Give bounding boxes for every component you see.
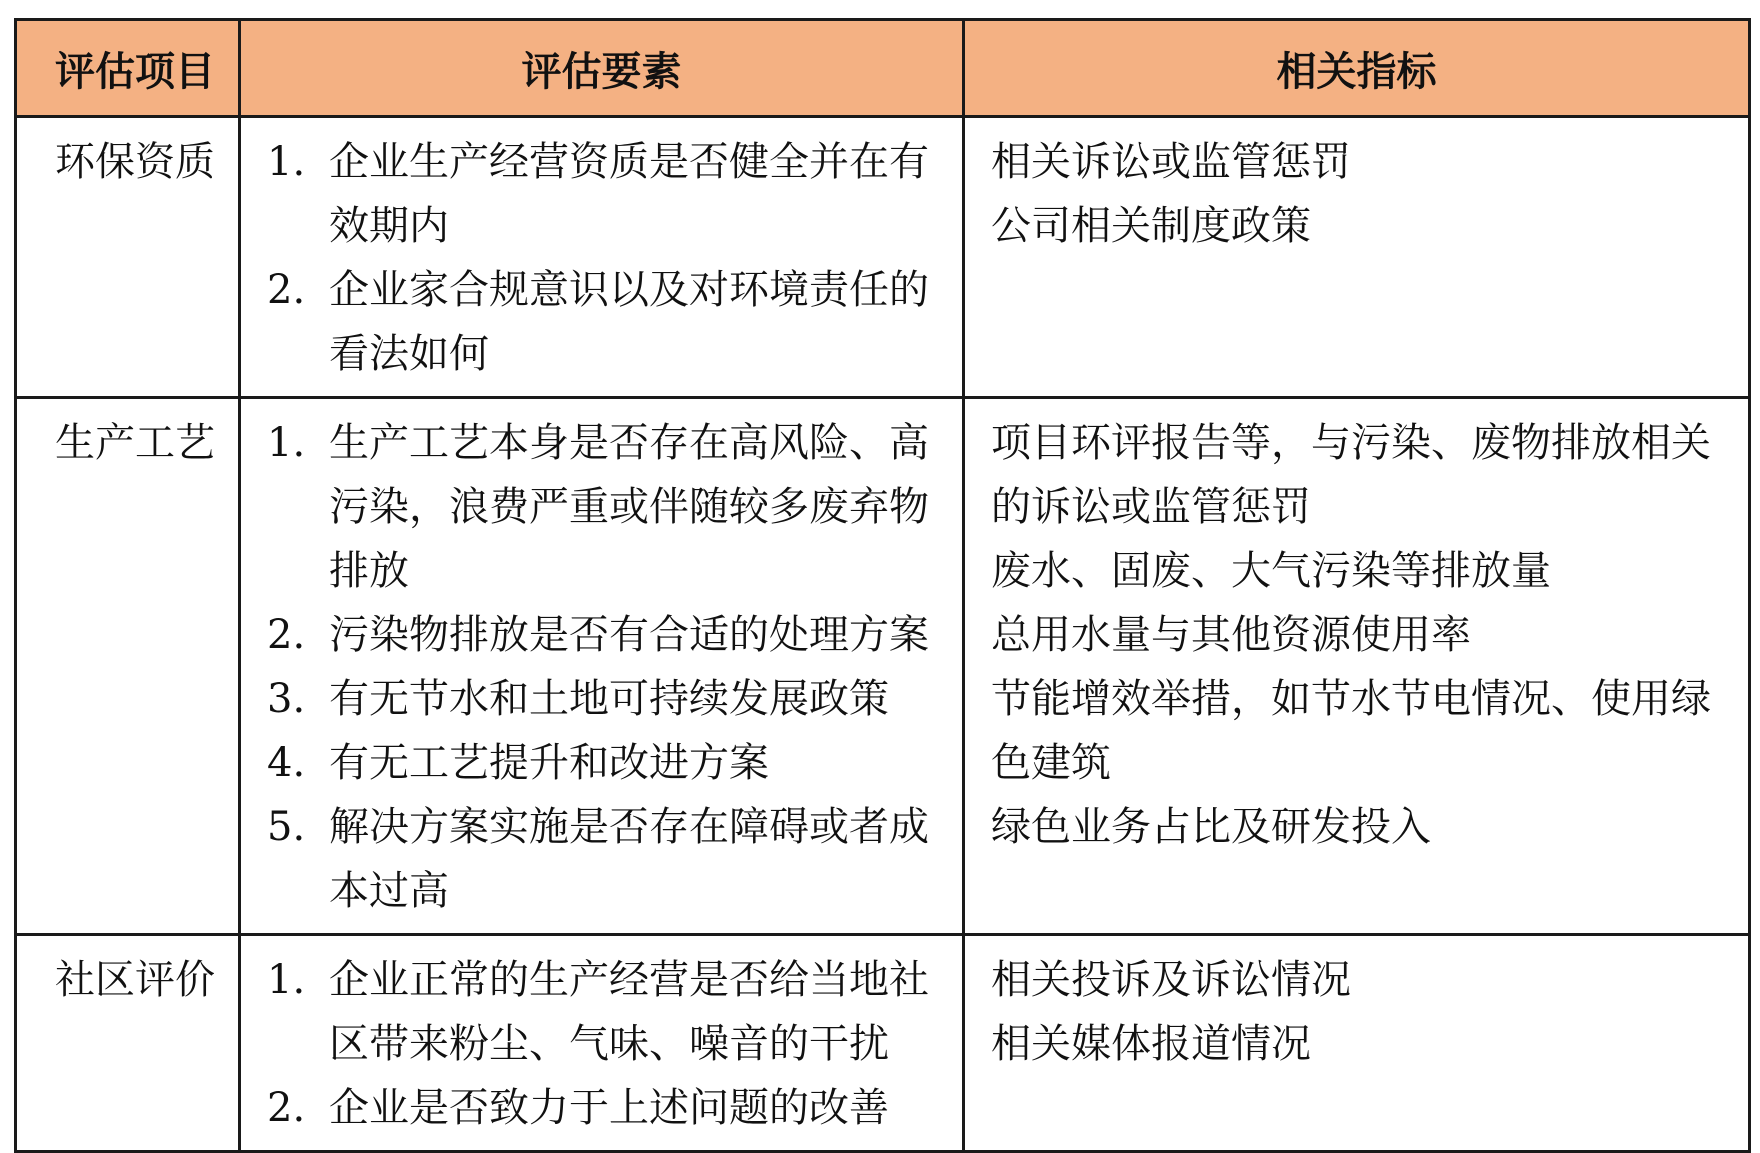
header-related-indicators: 相关指标 <box>964 20 1750 117</box>
header-assessment-item: 评估项目 <box>16 20 240 117</box>
element-line: 4. 有无工艺提升和改进方案 <box>267 740 769 786</box>
indicator-line: 相关诉讼或监管惩罚 <box>991 139 1351 185</box>
related-indicators-cell <box>964 935 1750 1152</box>
header-row <box>16 20 1750 117</box>
element-line: 3. 有无节水和土地可持续发展政策 <box>267 676 889 722</box>
related-indicators-cell <box>964 117 1750 398</box>
element-line: 1. 企业生产经营资质是否健全并在有效期内 <box>267 139 929 249</box>
table-row <box>16 398 1750 935</box>
indicator-line: 绿色业务占比及研发投入 <box>991 804 1431 850</box>
indicator-line: 相关投诉及诉讼情况 <box>991 957 1351 1003</box>
assessment-elements-cell <box>240 935 964 1152</box>
assessment-elements-cell <box>240 117 964 398</box>
indicator-line: 废水、固废、大气污染等排放量 <box>991 548 1551 594</box>
element-line: 2. 污染物排放是否有合适的处理方案 <box>267 612 929 658</box>
table-row <box>16 117 1750 398</box>
element-line: 2. 企业是否致力于上述问题的改善 <box>267 1085 889 1131</box>
element-line: 1. 生产工艺本身是否存在高风险、高污染，浪费严重或伴随较多废弃物排放 <box>267 420 929 594</box>
assessment-item-cell: 社区评价 <box>16 935 240 1152</box>
header-assessment-elements: 评估要素 <box>240 20 964 117</box>
assessment-item-cell: 生产工艺 <box>16 398 240 935</box>
assessment-elements-cell <box>240 398 964 935</box>
indicator-line: 节能增效举措，如节水节电情况、使用绿色建筑 <box>991 676 1711 786</box>
element-line: 1. 企业正常的生产经营是否给当地社区带来粉尘、气味、噪音的干扰 <box>267 957 929 1067</box>
table-row <box>16 935 1750 1152</box>
indicator-line: 公司相关制度政策 <box>991 203 1311 249</box>
element-line: 2. 企业家合规意识以及对环境责任的看法如何 <box>267 267 929 377</box>
esg-assessment-table <box>14 18 1751 1153</box>
indicator-line: 相关媒体报道情况 <box>991 1021 1311 1067</box>
element-line: 5. 解决方案实施是否存在障碍或者成本过高 <box>267 804 929 914</box>
assessment-item-cell: 环保资质 <box>16 117 240 398</box>
indicator-line: 项目环评报告等，与污染、废物排放相关的诉讼或监管惩罚 <box>991 420 1711 530</box>
related-indicators-cell <box>964 398 1750 935</box>
indicator-line: 总用水量与其他资源使用率 <box>991 612 1471 658</box>
